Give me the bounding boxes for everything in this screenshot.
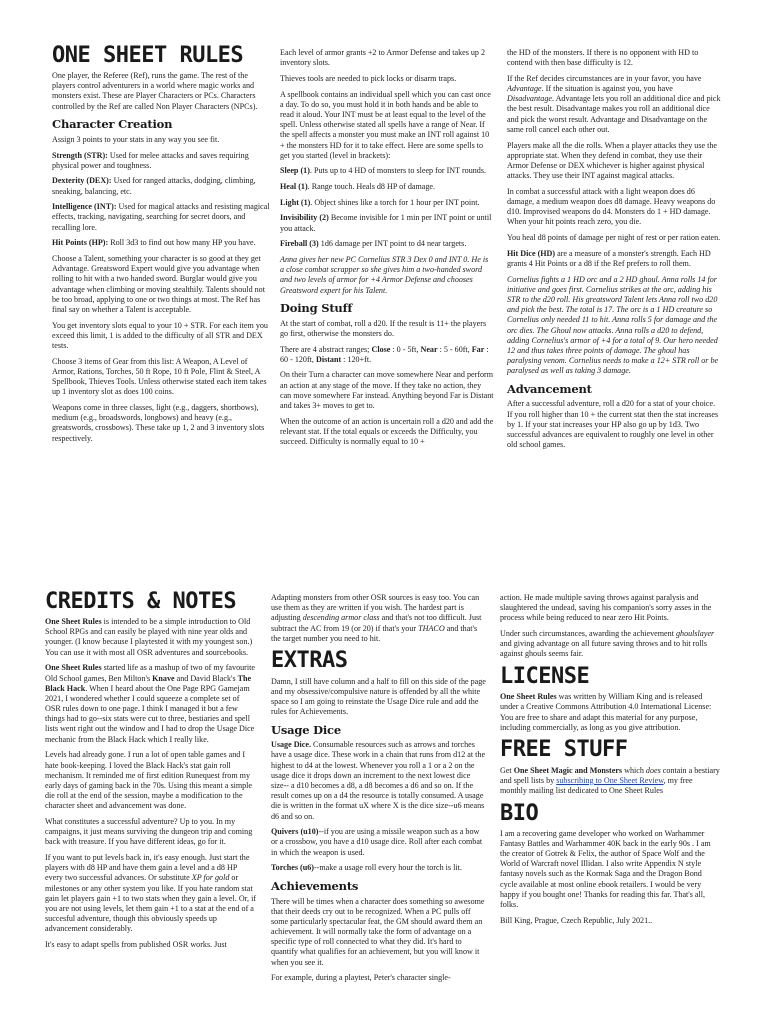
signoff: Bill King, Prague, Czech Republic, July 2021.. bbox=[500, 915, 653, 925]
stat-strength: Strength (STR): Used for melee attacks and saves requiring physical power and toughness. bbox=[52, 150, 249, 170]
character-example: Anna gives her new PC Cornelius STR 3 Dex 0 and INT 0. He is a close combat scrapper so she gives him a two-handed sword and two levels of armor for +4 Armor Defense and chooses Greatsword expert for his Talent. bbox=[280, 255, 489, 295]
ghoulslayer-paragraph: Under such circumstances, awarding the achievement ghoulslayer and giving advantage on all future saving throws and to hit rolls against ghouls seems fair. bbox=[500, 629, 715, 659]
playtest-paragraph: For example, during a playtest, Peter's character single- bbox=[271, 973, 451, 983]
spell-invisibility: Invisibility (2) Become invisible for 1 min per INT point or until you attack. bbox=[280, 213, 492, 233]
hit-dice-paragraph: Hit Dice (HD) are a measure of a monster's strength. Each HD grants 4 Hit Points or a d8 if the Ref prefers to roll them. bbox=[507, 248, 711, 268]
extras-title: EXTRAS bbox=[271, 648, 348, 674]
uncertain-outcome-paragraph: When the outcome of an action is uncertain roll a d20 and add the relevant stat. If the total equals or exceeds the Difficulty, you succeed. Difficulty is normally equal to 10 + bbox=[280, 416, 494, 447]
rules-column-3 bbox=[507, 48, 721, 456]
armor-paragraph: Each level of armor grants +2 to Armor Defense and takes up 2 inventory slots. bbox=[280, 48, 486, 68]
adapting-monsters-paragraph: Adapting monsters from other OSR sources is easy too. You can use them as they are written if you wish. The hardest part is adjusting descending armor class and that's not too difficult. Just subtract the AC from 19 (or 20) if that's your THACO and that's the target number you need to hit. bbox=[271, 593, 482, 643]
stat-hit-points: Hit Points (HP): Roll 3d3 to find out how many HP you have. bbox=[52, 238, 256, 248]
advantage-paragraph: If the Ref decides circumstances are in your favor, you have Advantage. If the situation is against you, you have Disadvantage. Advantage lets you roll an additional dice and pick the best result. Disadvantage makes you roll an additional dice and pick the worst result. Advantage and Disadvantage on the same roll cancel each other out. bbox=[507, 73, 721, 134]
free-stuff-title: FREE STUFF bbox=[500, 737, 628, 763]
subscribe-link[interactable]: subscribing to One Sheet Review bbox=[556, 775, 664, 785]
advancement-paragraph: After a successful adventure, roll a d20 for a stat of your choice. If you roll higher than 10 + the current stat then the stat increases by 1. If your stat increases your HP also go up by 1d3. Two successful advances are equivalent to roughly one level in other old school games. bbox=[507, 399, 719, 450]
spellbook-paragraph: A spellbook contains an individual spell which you can cast once a day. To do so, you must hold it in both hands and be able to read it aloud. Your INT must be at least equal to the level of the spell. Unless otherwise stated all spells have a range of Near. If the spell affects a monster you must make an INT roll against 10 + the monsters HD for it to take effect. Here are some spells to get you started (level in brackets): bbox=[280, 89, 491, 160]
mashup-paragraph: One Sheet Rules started life as a mashup of two of my favourite Old School games, Ben Milton's Knave and David Black's The Black Hack. When I heard about the One Page RPG Gamejam 2021, I wondered whether I could squeeze a complete set of OSR rules down to one page. I think I managed it but a few things had to go--six stats were cut to three, bestiaries and spell lists went right out the window and I had to drop the Usage Dice mechanic from the Black Hack which I really like. bbox=[45, 663, 255, 744]
usage-dice-paragraph: Usage Dice. Consumable resources such as arrows and torches have a usage dice. These work in a chain that runs from d12 at the highest to d4 at the lowest. Whenever you roll a 1 or a 2 on the usage dice it drops down an increment to the next lowest dice size-- a d10 becomes a d8, a d8 becomes a d6 and so on. If the result comes up on a d4 the resource is totally consumed. A usage die is written in the format uX where X is the dice size--u6 means d6 and so on. bbox=[271, 740, 486, 821]
stat-dexterity: Dexterity (DEX): Used for ranged attacks, dodging, climbing, sneaking, balancing, etc. bbox=[52, 176, 256, 196]
notes-column-2 bbox=[271, 593, 487, 989]
damage-paragraph: In combat a successful attack with a light weapon does d6 damage, a medium weapon does d8 damage. Heavy weapons do d10. Improvised weapons do d4. Monsters do 1 + HD damage. When your hit points reach zero, you die. bbox=[507, 186, 716, 227]
thieves-tools-paragraph: Thieves tools are needed to pick locks or disarm traps. bbox=[280, 73, 457, 83]
rules-column-2 bbox=[280, 48, 494, 453]
spell-heal: Heal (1). Range touch. Heals d8 HP of damage. bbox=[280, 182, 436, 192]
bio-paragraph: I am a recovering game developer who worked on Warhammer Fantasy Battles and Warhammer 40K back in the early 90s . I am the creator of Gotrek & Felix, the author of Space Wolf and the World of Warcraft novel Illidan. I also write Appendix N style fantasy novels such as the Kormak Saga and the Dragon Bond cycle available at most online ebook retailers. I would be very happy if you bought one! Thanks for reading this far. That's all, folks. bbox=[500, 828, 711, 910]
spell-fireball: Fireball (3) 1d6 damage per INT point to d4 near targets. bbox=[280, 239, 467, 249]
levels-paragraph: Levels had already gone. I run a lot of open table games and I hate book-keeping. I loved the Black Hack's stat gain roll mechanism. It reminded me of first edition Runequest from my early days of gaming back in the 70s. Using this meant a simple die roll at the end of the session, maybe a modification to the character sheet and advancement was done. bbox=[45, 750, 253, 811]
adapt-spells-paragraph: It's easy to adapt spells from published OSR works. Just bbox=[45, 940, 227, 950]
talent-paragraph: Choose a Talent, something your character is so good at they get Advantage. Greatsword Expert would give you advantage when rolling to hit with a two handed sword. Burglar would give you advantage when climbing or moving stealthily. Talents should not be too broad, applying to one or two things at most. The Ref has final say on whether a Talent is acceptable. bbox=[52, 254, 265, 314]
gear-paragraph: Choose 3 items of Gear from this list: A Weapon, A Level of Armor, Rations, Torches, 50 ft Rope, 10 ft Pole, Flint & Steel, A Spellbook, Thieves Tools. Unless otherwise stated each item takes up 1 inventory slot as does 100 coins. bbox=[52, 356, 267, 397]
rules-column-1 bbox=[52, 44, 270, 449]
extras-paragraph: Damn, I still have column and a half to fill on this side of the page and my obsessive/compulsive nature is offended by all the white space so I am going to reinstate the Usage Dice rule and add the rules for Achievements. bbox=[271, 676, 486, 717]
credits-title: CREDITS & NOTES bbox=[45, 589, 237, 614]
character-creation-heading: Character Creation bbox=[52, 117, 173, 132]
inventory-paragraph: You get inventory slots equal to your 10 + STR. For each item you exceed this limit, 1 is added to the difficulty of all STR and DEX tests. bbox=[52, 320, 268, 351]
stat-intelligence: Intelligence (INT): Used for magical attacks and resisting magical effects, tracking, navigating, searching for secret doors, and recalling lore. bbox=[52, 202, 270, 232]
players-roll-paragraph: Players make all the die rolls. When a player attacks they use the appropriate stat. When they defend in combat, they use their Armor Defense or DEX whichever is higher against physical attacks. They use their INT against magical attacks. bbox=[507, 140, 717, 181]
successful-adventure-paragraph: What constitutes a successful adventure? Up to you. In my campaigns, it just means surviving the dungeon trip and coming back with treasure. If you have different ideas, go for it. bbox=[45, 816, 253, 847]
put-levels-back-paragraph: If you want to put levels back in, it's easy enough. Just start the players with d8 HP and have them gain a level and a d8 HP every two successful advances. Or substitute XP for gold or milestones or any other system you like. If you hate random stat gain let players gain +1 to two stats when they gain a level. Or, if you are not using levels, let them gain +1 to a stat at the end of a succesful adventure, though this obviously speeds up advancement considerably. bbox=[45, 853, 257, 934]
saving-throws-paragraph: action. He made multiple saving throws against paralysis and slaughtered the undead, saving his companion's sorry asses in the process while being reduced to near zero Hit Points. bbox=[500, 593, 712, 623]
intro-paragraph: One player, the Referee (Ref), runs the game. The rest of the players control adventurers in a world where magic works and monsters exist. These are Player Characters or PCs. Characters controlled by the Ref are called Non Player Characters (NPCs). bbox=[52, 71, 258, 111]
achievements-heading: Achievements bbox=[271, 879, 359, 894]
ranges-paragraph: There are 4 abstract ranges; Close : 0 - 5ft, Near : 5 - 60ft, Far : 60 - 120ft, Distant : 120+ft. bbox=[280, 344, 489, 364]
difficulty-paragraph: the HD of the monsters. If there is no opponent with HD to contend with then base difficulty is 12. bbox=[507, 48, 699, 68]
assign-points-text: Assign 3 points to your stats in any way you see fit. bbox=[52, 134, 220, 144]
healing-paragraph: You heal d8 points of damage per night of rest or per ration eaten. bbox=[507, 233, 721, 242]
page-credits-notes bbox=[0, 585, 768, 1024]
doing-stuff-heading: Doing Stuff bbox=[280, 301, 353, 316]
notes-column-1 bbox=[45, 590, 257, 956]
license-title: LICENSE bbox=[500, 664, 590, 690]
achievements-paragraph: There will be times when a character does something so awesome that their deeds cry out to be recognized. When a PC pulls off some particularly spectacular feat, the GM should award them an achievement. It will normally take the form of advantage on a specific type of roll connected to what they did. It's hard to quantify what qualifies for an achievement, but you will know it when you see it. bbox=[271, 896, 485, 967]
spell-light: Light (1). Object shines like a torch for 1 hour per INT point. bbox=[280, 197, 480, 207]
quivers-paragraph: Quivers (u10)--if you are using a missile weapon such as a bow or a crossbow, you have a d10 usage dice. Roll after each combat in which the weapon is used. bbox=[271, 827, 483, 857]
combat-start-paragraph: At the start of combat, roll a d20. If the result is 11+ the players go first, otherwise the monsters do. bbox=[280, 318, 487, 338]
combat-example: Cornelius fights a 1 HD orc and a 2 HD ghoul. Anna rolls 14 for initiative and goes first. Cornelius strikes at the orc, adding his STR to the d20 roll. His greatsword Talent lets Anna roll two d20 and pick the best. The total is 17. The orc is a 1 HD creature so Cornelius only needed 11 to hit. Anna rolls 5 for damage and the orc dies. The Ghoul now attacks. Anna rolls a d20 to defend, adding Cornelius's armor of +4 for a total of 9. Our hero needed 12 and thus takes three points of damage. The ghoul has paralysing venom. Cornelius needs to make a 12+ STR roll or be paralysed as well as taking 3 damage. bbox=[507, 274, 719, 376]
notes-column-3 bbox=[500, 593, 720, 931]
page-title: ONE SHEET RULES bbox=[52, 43, 244, 68]
torches-paragraph: Torches (u6)--make a usage roll every hour the torch is lit. bbox=[271, 863, 462, 873]
usage-dice-heading: Usage Dice bbox=[271, 722, 341, 737]
intended-paragraph: One Sheet Rules is intended to be a simple introduction to Old School RPGs and can easily be played with nine year olds and younger. (I know because I playtested it with my youngest son.) You can use it with most all OSR adventures and sourcebooks. bbox=[45, 617, 253, 657]
free-stuff-paragraph: Get One Sheet Magic and Monsters which does contain a bestiary and spell lists by subscribing to One Sheet Review, my free monthly mailing list dedicated to One Sheet Rules bbox=[500, 765, 720, 795]
license-paragraph: One Sheet Rules was written by William King and is released under a Creative Commons Attribution 4.0 International License: You are free to share and adapt this material for any purpose, including commercially, as long as you give attribution. bbox=[500, 692, 712, 732]
advancement-heading: Advancement bbox=[507, 381, 592, 396]
weapons-paragraph: Weapons come in three classes, light (e.g., daggers, shortbows), medium (e.g., broadswords, longbows) and heavy (e.g., greatswords, crossbows). These take up 1, 2 and 3 inventory slots respectively. bbox=[52, 402, 265, 443]
bio-title: BIO bbox=[500, 800, 539, 826]
spell-sleep: Sleep (1). Puts up to 4 HD of monsters to sleep for INT rounds. bbox=[280, 166, 487, 176]
turn-paragraph: On their Turn a character can move somewhere Near and perform an action at any stage of the move. If they take no action, they can move somewhere Far instead. Anything beyond Far is Distant and takes 3+ moves to get to. bbox=[280, 370, 494, 411]
